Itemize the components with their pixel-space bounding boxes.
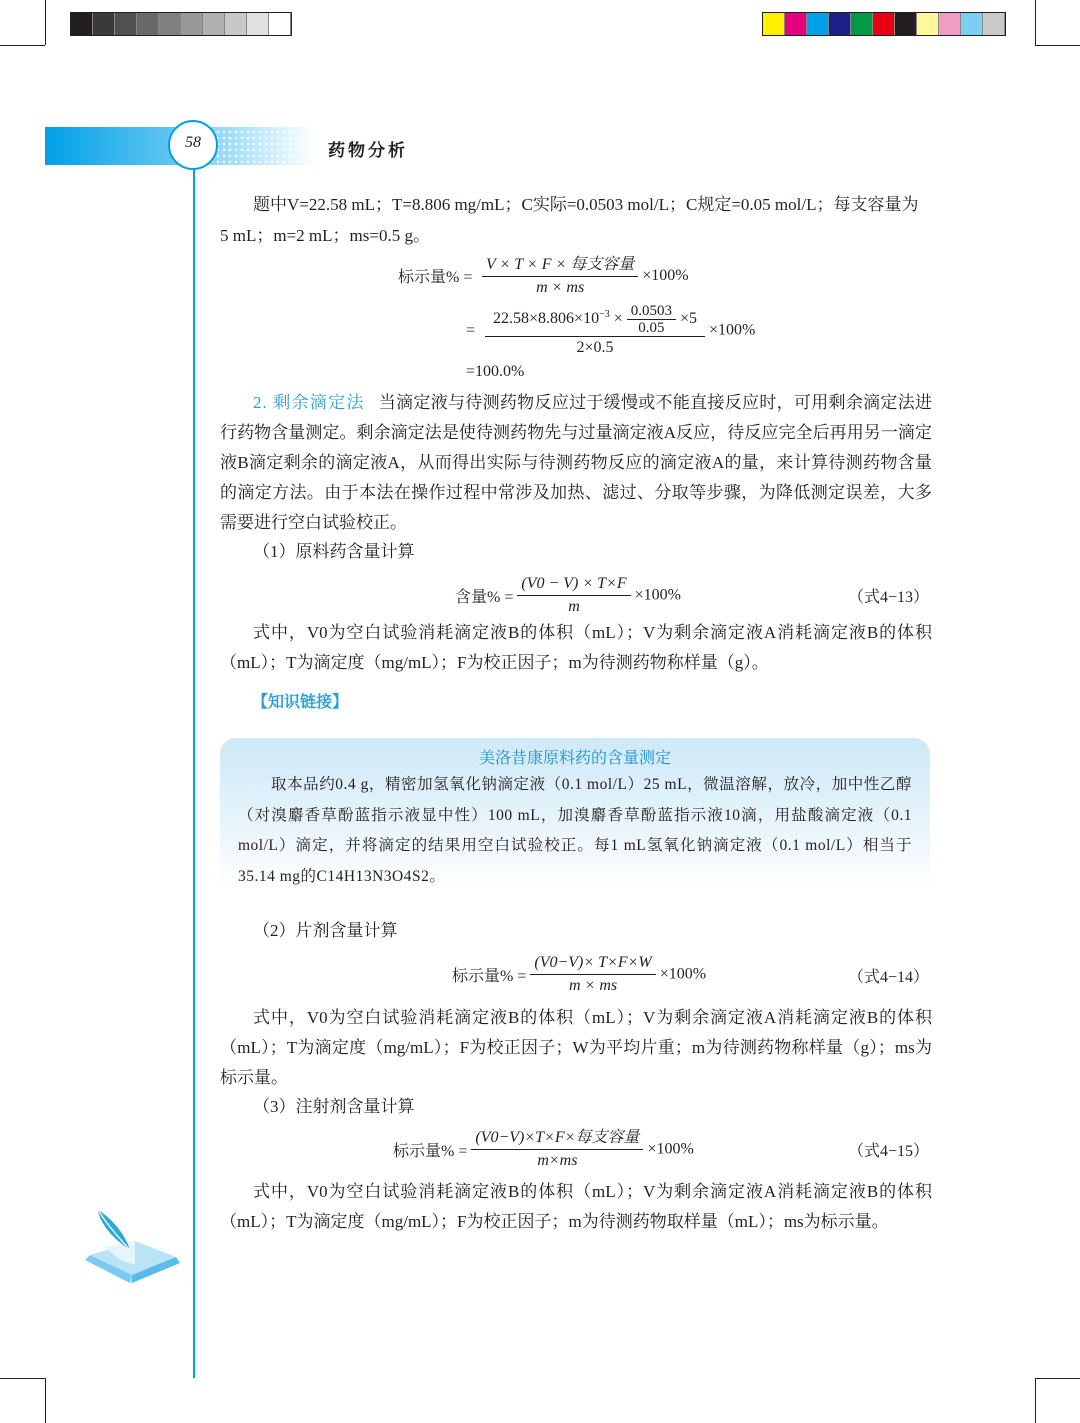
knowledge-box-title: 美洛昔康原料药的含量测定 <box>478 748 671 767</box>
margin-rule <box>193 168 195 1378</box>
formula-fraction-1 <box>482 254 689 299</box>
book-quill-icon <box>80 1205 190 1295</box>
formula-label: 标示量% = <box>393 1143 468 1160</box>
subsection-2-description: 式中，V0为空白试验消耗滴定液B的体积（mL）；V为剩余滴定液A消耗滴定液B的体积（mL）；T为滴定度（mg/mL）；F为校正因子；W为平均片重；m为待测药物称样量（g）；ms为标示量。 <box>220 1008 932 1087</box>
crop-mark <box>45 0 46 45</box>
header-dot-pattern <box>215 129 310 163</box>
formula-denominator: m <box>568 598 580 615</box>
crop-mark <box>1035 1378 1036 1423</box>
book-title: 药物分析 <box>328 141 408 161</box>
intro-line-2: 5 mL；m=2 mL；ms=0.5 g。 <box>220 226 430 245</box>
subsection-2-heading: （2）片剂含量计算 <box>253 921 398 940</box>
formula-label: 含量% = <box>455 589 514 606</box>
formula-numerator: (V0 − V) × T×F <box>517 573 630 596</box>
section-2-text: 当滴定液与待测药物反应过于缓慢或不能直接反应时，可用剩余滴定法进行药物含量测定。剩余滴定法是使待测药物先与过量滴定液A反应，待反应完全后再用另一滴定液B滴定剩余的滴定液A，从而得出实际与待测药物反应的滴定液A的量，来计算待测药物含量的滴定方法。由于本法在操作过程中常涉及加热、滤过、分取等步骤，为降低测定误差，大多需要进行空白试验校正。 <box>220 393 933 532</box>
formula-2-denominator: 2×0.5 <box>576 339 614 356</box>
formula-tail: ×100% <box>659 965 707 983</box>
section-2-heading: 2. 剩余滴定法 <box>253 393 365 412</box>
subsection-3-description: 式中，V0为空白试验消耗滴定液B的体积（mL）；V为剩余滴定液A消耗滴定液B的体积（mL）；T为滴定度（mg/mL）；F为校正因子；m为待测药物取样量（mL）；ms为标示量。 <box>220 1182 932 1231</box>
formula-label: 标示量% = <box>398 269 473 286</box>
cmyk-color-bar <box>762 12 1006 36</box>
formula-2-num-a: 22.58×8.806×10 <box>493 310 600 328</box>
formula-fraction-2: = $22.58\times 8.806\times 10^{-3}$ × $\frac{0.0503}{0.05}$ ×5 2×0.5 ×100% <box>466 303 755 359</box>
formula-2-tail: ×100% <box>709 321 756 339</box>
formula-3: =100.0% <box>466 363 525 380</box>
formula-4-14 <box>452 952 706 997</box>
formula-2-inner-num: 0.0503 <box>627 303 676 320</box>
formula-label: 标示量% = <box>452 968 527 985</box>
formula-4-13 <box>455 573 681 618</box>
page-number: 58 <box>185 134 201 151</box>
knowledge-link-tag: 【知识链接】 <box>252 692 349 711</box>
formula-tail: ×100% <box>647 1140 694 1158</box>
grayscale-color-bar <box>70 12 292 36</box>
subsection-3-heading: （3）注射剂含量计算 <box>253 1097 415 1116</box>
formula-denominator: m × ms <box>568 977 618 994</box>
crop-mark <box>1035 0 1036 45</box>
knowledge-box-text: 取本品约0.4 g，精密加氢氧化钠滴定液（0.1 mol/L）25 mL，微温溶解，放冷，加中性乙醇（对溴麝香草酚蓝指示液显中性）100 mL，加溴麝香草酚蓝指示液10滴，用盐酸滴定液（0.1 mol/L）滴定，并将滴定的结果用空白试验校正。每1 mL氢氧化钠滴定液（0.1 mol/L）相当于35.14 mg的C14H13N3O4S2。 <box>238 776 912 885</box>
crop-mark <box>1035 45 1080 46</box>
formula-numerator: (V0−V)×T×F×每支容量 <box>471 1127 643 1150</box>
intro-line-1: 题中V=22.58 mL；T=8.806 mg/mL；C实际=0.0503 mol/L；C规定=0.05 mol/L；每支容量为 <box>253 195 919 214</box>
formula-numerator: V × T × F × 每支容量 <box>482 254 638 277</box>
formula-2-exp: −3 <box>599 308 610 320</box>
crop-mark <box>45 1378 46 1423</box>
section-2-paragraph <box>220 388 932 538</box>
formula-denominator: m × ms <box>536 279 585 296</box>
formula-label-percent <box>398 264 472 287</box>
equation-number: （式4−14） <box>848 969 930 986</box>
formula-2-num-tail: ×5 <box>680 310 698 328</box>
formula-4-15 <box>393 1127 694 1172</box>
crop-mark <box>0 45 45 46</box>
crop-mark <box>0 1378 45 1379</box>
equation-number: （式4−13） <box>848 589 930 606</box>
formula-2-inner-den: 0.05 <box>638 320 665 336</box>
formula-denominator: m×ms <box>537 1152 578 1169</box>
formula-numerator: (V0−V)× T×F×W <box>530 952 655 975</box>
crop-mark <box>1035 1378 1080 1379</box>
formula-2-numerator: $22.58\times 8.806\times 10^{-3}$ × $\frac{0.0503}{0.05}$ ×5 <box>485 303 705 337</box>
formula-tail: ×100% <box>634 586 681 604</box>
subsection-1-heading: （1）原料药含量计算 <box>253 542 415 561</box>
formula-tail: ×100% <box>642 267 689 285</box>
equation-number: （式4−15） <box>848 1143 930 1160</box>
subsection-1-description: 式中，V0为空白试验消耗滴定液B的体积（mL）；V为剩余滴定液A消耗滴定液B的体积（mL）；T为滴定度（mg/mL）；F为校正因子；m为待测药物称样量（g）。 <box>220 623 932 672</box>
